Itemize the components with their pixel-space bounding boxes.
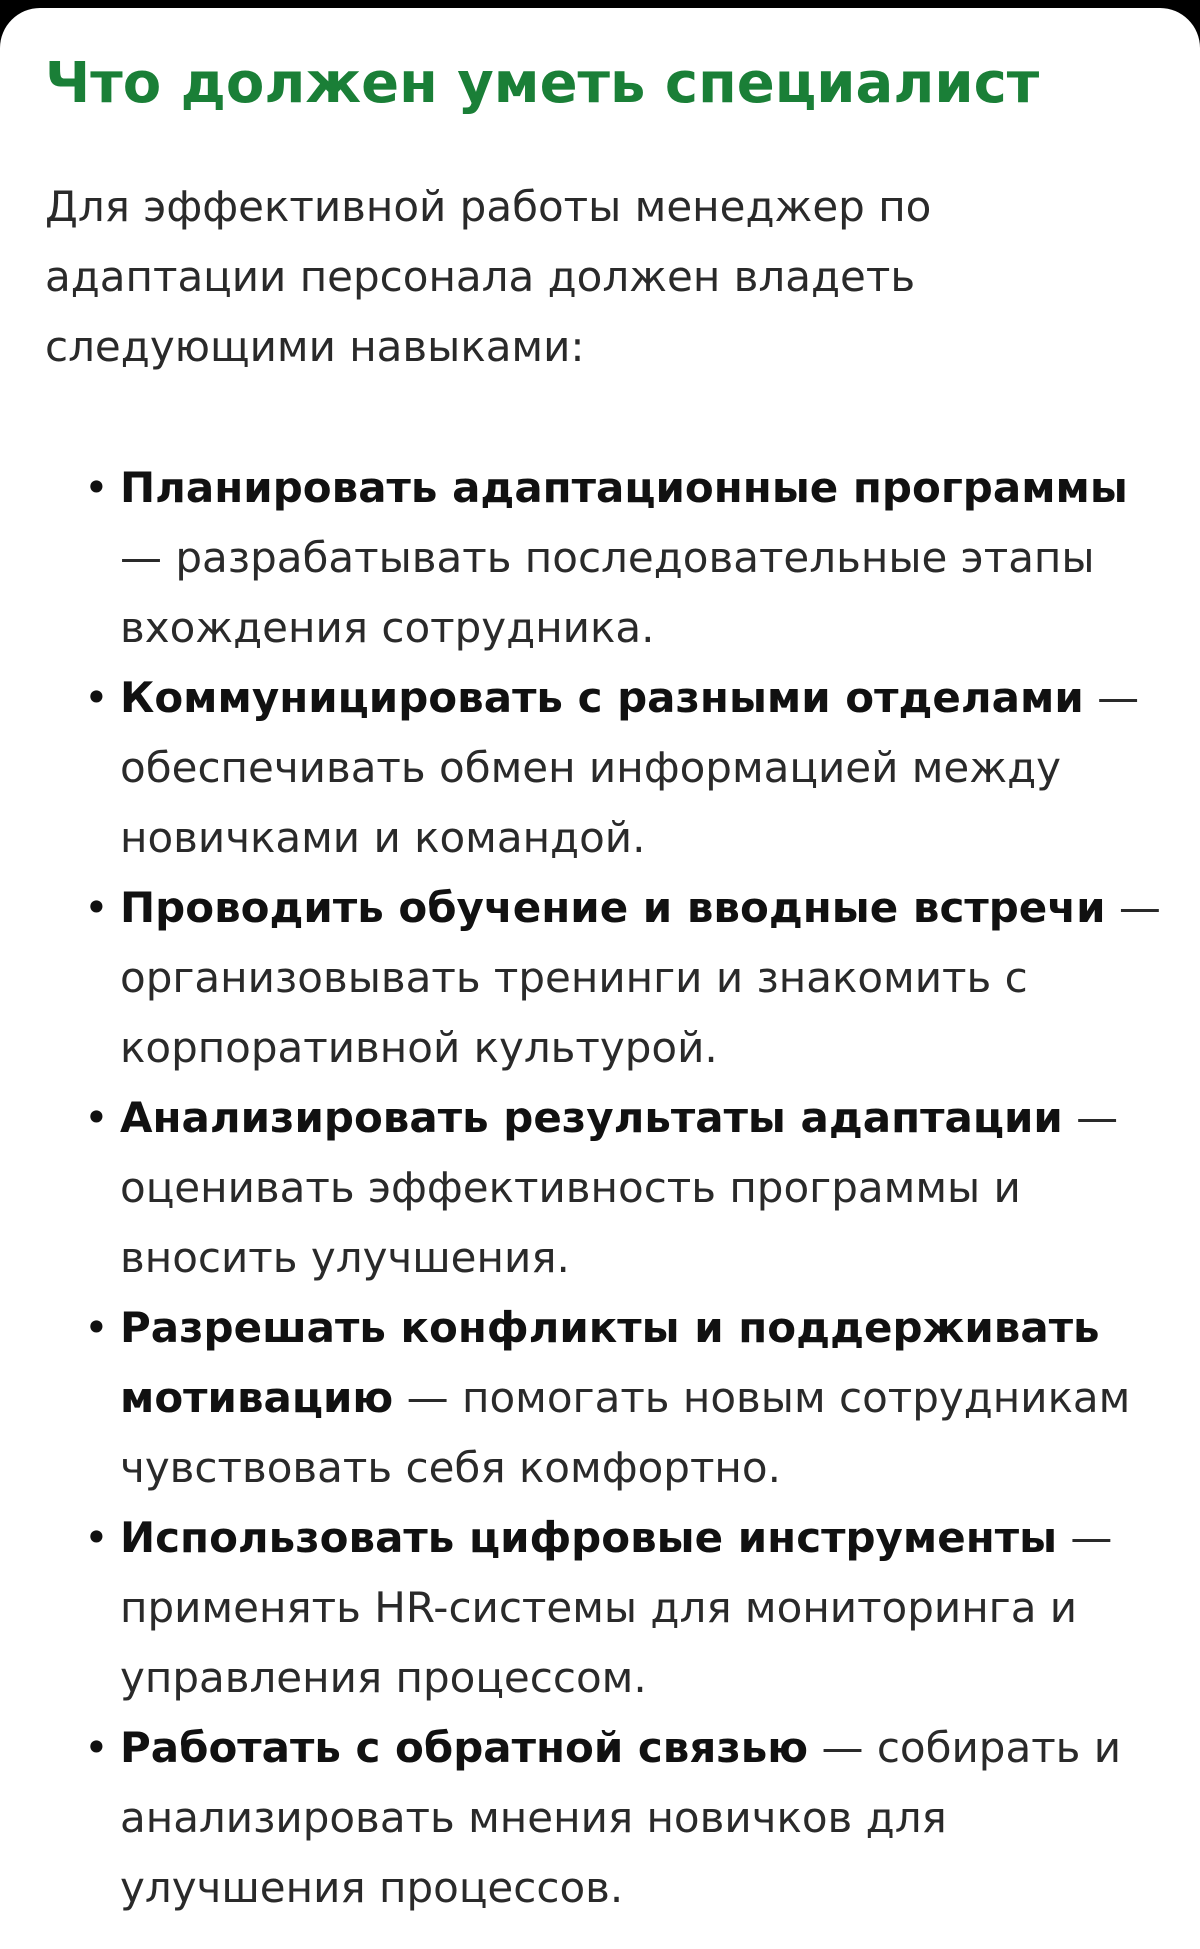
bullet-icon: • bbox=[84, 1723, 109, 1772]
list-item bbox=[84, 1293, 1170, 1503]
skill-description: — обеспечивать обмен информацией между новичками и командой. bbox=[120, 673, 1140, 862]
skill-description: — помогать новым сотрудникам чувствовать себя комфортно. bbox=[120, 1373, 1131, 1492]
list-item bbox=[84, 663, 1170, 873]
skill-description: — применять HR-системы для мониторинга и управления процессом. bbox=[120, 1513, 1113, 1702]
content-card bbox=[0, 8, 1200, 1949]
skill-title: Коммуницировать с разными отделами bbox=[120, 673, 1084, 722]
skill-description: — разрабатывать последовательные этапы вхождения сотрудника. bbox=[120, 533, 1095, 652]
bullet-icon: • bbox=[84, 673, 109, 722]
list-item bbox=[84, 873, 1170, 1083]
list-item bbox=[84, 453, 1170, 663]
skill-description: — организовывать тренинги и знакомить с корпоративной культурой. bbox=[120, 883, 1161, 1072]
bullet-icon: • bbox=[84, 1303, 109, 1352]
bullet-icon: • bbox=[84, 1093, 109, 1142]
skill-title: Работать с обратной связью bbox=[120, 1723, 809, 1772]
skill-description: — оценивать эффективность программы и вносить улучшения. bbox=[120, 1093, 1119, 1282]
bullet-icon: • bbox=[84, 1513, 109, 1562]
list-item bbox=[84, 1503, 1170, 1713]
intro-paragraph: Для эффективной работы менеджер по адаптации персонала должен владеть следующими навыками: bbox=[45, 182, 932, 371]
skill-title: Анализировать результаты адаптации bbox=[120, 1093, 1063, 1142]
skill-title: Использовать цифровые инструменты bbox=[120, 1513, 1058, 1562]
skills-list bbox=[84, 453, 1170, 1923]
bullet-icon: • bbox=[84, 883, 109, 932]
list-item bbox=[84, 1713, 1170, 1923]
list-item bbox=[84, 1083, 1170, 1293]
section-title: Что должен уметь специалист bbox=[45, 51, 1040, 116]
skill-title: Проводить обучение и вводные встречи bbox=[120, 883, 1106, 932]
bullet-icon: • bbox=[84, 463, 109, 512]
skill-title: Разрешать конфликты и поддерживать мотивацию bbox=[120, 1303, 1100, 1422]
skill-description: — собирать и анализировать мнения новичков для улучшения процессов. bbox=[120, 1723, 1122, 1912]
skill-title: Планировать адаптационные программы bbox=[120, 463, 1128, 512]
